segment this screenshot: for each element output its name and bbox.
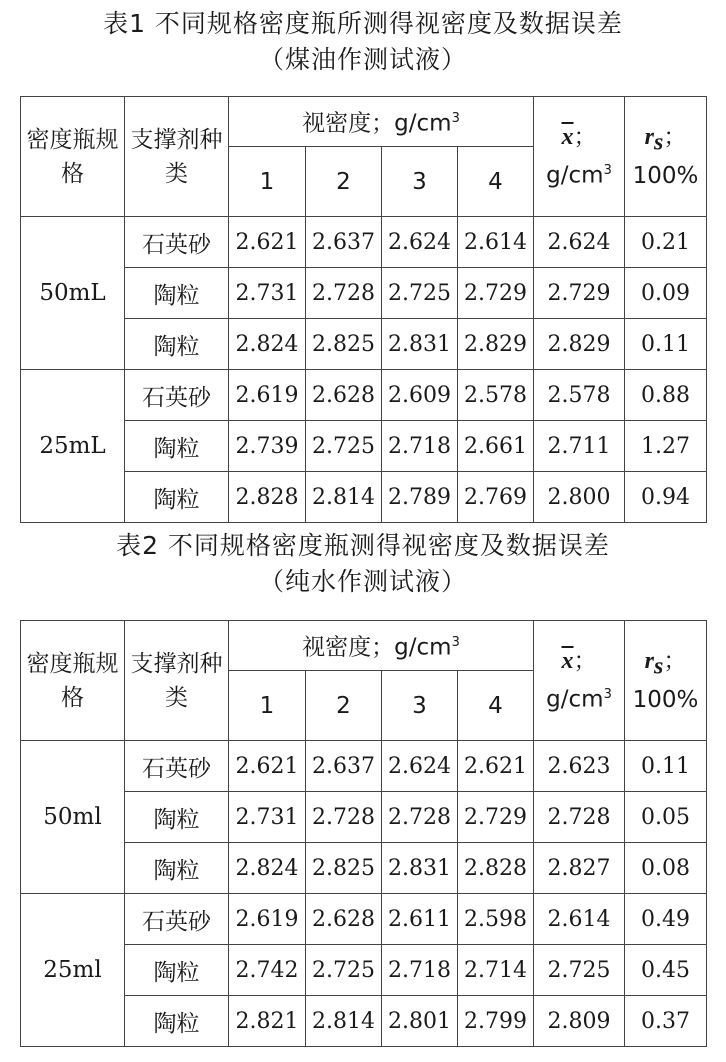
value-cell: 2.739 [229,421,306,472]
header-bottle-size [21,621,125,741]
header-trial [382,147,458,217]
type-cell: 陶粒 [125,319,229,370]
mean-cell: 2.829 [534,319,625,370]
value-cell: 2.728 [306,792,382,843]
table-row [21,894,707,945]
value-cell: 2.725 [306,421,382,472]
table1 [20,96,707,523]
value-cell: 2.769 [458,472,534,523]
rs-cell: 0.08 [625,843,707,894]
type-cell: 陶粒 [125,268,229,319]
value-cell: 2.825 [306,319,382,370]
rs-symbol: r [644,647,654,674]
trial-label: 2 [336,692,351,719]
header-bottle-size [21,97,125,217]
trial-label: 4 [488,692,503,719]
rs-sub: s [654,129,664,156]
mean-cell: 2.725 [534,945,625,996]
value-cell: 2.729 [458,268,534,319]
header-apparent-density [229,621,534,671]
rs-unit: ；100% [632,647,699,714]
mean-cell: 2.809 [534,996,625,1047]
header-proppant-type [125,97,229,217]
mean-cell: 2.578 [534,370,625,421]
mean-symbol: $\overline{x}$ [561,124,574,151]
mean-cell: 2.827 [534,843,625,894]
mean-cell: 2.800 [534,472,625,523]
header-proppant-type-label: 支撑剂种类 [130,650,223,711]
rs-cell: 0.88 [625,370,707,421]
value-cell: 2.801 [382,996,458,1047]
value-cell: 2.621 [229,741,306,792]
bottle-size-cell: 25ml [21,894,125,1047]
header-bottle-size-label: 密度瓶规格 [26,650,119,711]
value-cell: 2.729 [458,792,534,843]
value-cell: 2.789 [382,472,458,523]
value-cell: 2.821 [229,996,306,1047]
header-trial [229,147,306,217]
mean-symbol: $\overline{x}$ [561,648,574,675]
value-cell: 2.637 [306,217,382,268]
value-cell: 2.624 [382,741,458,792]
value-cell: 2.621 [458,741,534,792]
bottle-size-cell: 25mL [21,370,125,523]
header-proppant-type-label: 支撑剂种类 [130,126,223,187]
value-cell: 2.831 [382,843,458,894]
value-cell: 2.814 [306,472,382,523]
value-cell: 2.731 [229,268,306,319]
value-cell: 2.814 [306,996,382,1047]
value-cell: 2.799 [458,996,534,1047]
rs-cell: 0.09 [625,268,707,319]
mean-unit: ；g/cm [546,124,604,189]
header-apparent-density-label: 视密度；g/cm [302,110,452,137]
header-rs [625,97,707,217]
header-trial [458,147,534,217]
value-cell: 2.614 [458,217,534,268]
header-density-sup: 3 [451,635,460,651]
value-cell: 2.598 [458,894,534,945]
type-cell: 陶粒 [125,843,229,894]
mean-cell: 2.729 [534,268,625,319]
value-cell: 2.611 [382,894,458,945]
value-cell: 2.831 [382,319,458,370]
rs-cell: 0.05 [625,792,707,843]
value-cell: 2.728 [382,792,458,843]
type-cell: 石英砂 [125,217,229,268]
value-cell: 2.619 [229,370,306,421]
type-cell: 陶粒 [125,945,229,996]
bottle-size-cell: 50mL [21,217,125,370]
mean-cell: 2.711 [534,421,625,472]
value-cell: 2.609 [382,370,458,421]
trial-label: 1 [259,692,275,719]
header-mean [534,97,625,217]
header-bottle-size-label: 密度瓶规格 [26,126,119,187]
value-cell: 2.828 [229,472,306,523]
rs-cell: 0.11 [625,319,707,370]
header-mean [534,621,625,741]
mean-cell: 2.624 [534,217,625,268]
value-cell: 2.621 [229,217,306,268]
rs-cell: 0.37 [625,996,707,1047]
value-cell: 2.628 [306,370,382,421]
type-cell: 陶粒 [125,472,229,523]
rs-cell: 1.27 [625,421,707,472]
type-cell: 陶粒 [125,421,229,472]
table-row [21,217,707,268]
table1-subtitle: （煤油作测试液） [258,45,467,74]
header-trial [382,671,458,741]
value-cell: 2.825 [306,843,382,894]
rs-symbol: r [644,123,654,150]
table2-subtitle: （纯水作测试液） [258,567,467,596]
mean-cell: 2.728 [534,792,625,843]
type-cell: 石英砂 [125,894,229,945]
mean-cell: 2.623 [534,741,625,792]
header-apparent-density-label: 视密度；g/cm [302,634,452,661]
header-density-sup: 3 [451,111,460,127]
value-cell: 2.718 [382,421,458,472]
value-cell: 2.824 [229,319,306,370]
table1-caption [0,6,726,78]
table-row [21,370,707,421]
mean-sup: 3 [603,163,612,179]
header-proppant-type [125,621,229,741]
value-cell: 2.718 [382,945,458,996]
table2 [20,620,707,1047]
header-apparent-density [229,97,534,147]
value-cell: 2.725 [382,268,458,319]
rs-cell: 0.94 [625,472,707,523]
value-cell: 2.637 [306,741,382,792]
rs-sub: s [654,653,664,680]
rs-cell: 0.11 [625,741,707,792]
value-cell: 2.624 [382,217,458,268]
trial-label: 3 [412,692,427,719]
value-cell: 2.829 [458,319,534,370]
header-rs [625,621,707,741]
value-cell: 2.728 [306,268,382,319]
value-cell: 2.828 [458,843,534,894]
value-cell: 2.578 [458,370,534,421]
type-cell: 陶粒 [125,996,229,1047]
trial-label: 2 [336,168,351,195]
value-cell: 2.742 [229,945,306,996]
trial-label: 1 [259,168,275,195]
table2-title: 表2 不同规格密度瓶测得视密度及数据误差 [116,531,610,560]
mean-cell: 2.614 [534,894,625,945]
value-cell: 2.731 [229,792,306,843]
header-trial [229,671,306,741]
type-cell: 石英砂 [125,370,229,421]
value-cell: 2.661 [458,421,534,472]
value-cell: 2.619 [229,894,306,945]
trial-label: 4 [488,168,503,195]
rs-cell: 0.45 [625,945,707,996]
trial-label: 3 [412,168,427,195]
value-cell: 2.824 [229,843,306,894]
rs-cell: 0.49 [625,894,707,945]
header-trial [306,147,382,217]
value-cell: 2.628 [306,894,382,945]
bottle-size-cell: 50ml [21,741,125,894]
table1-title: 表1 不同规格密度瓶所测得视密度及数据误差 [103,9,623,38]
header-trial [306,671,382,741]
table-row [21,741,707,792]
value-cell: 2.714 [458,945,534,996]
mean-sup: 3 [603,687,612,703]
header-trial [458,671,534,741]
type-cell: 陶粒 [125,792,229,843]
type-cell: 石英砂 [125,741,229,792]
mean-unit: ；g/cm [546,648,604,713]
rs-unit: ；100% [632,123,699,190]
value-cell: 2.725 [306,945,382,996]
table2-caption [0,528,726,600]
rs-cell: 0.21 [625,217,707,268]
